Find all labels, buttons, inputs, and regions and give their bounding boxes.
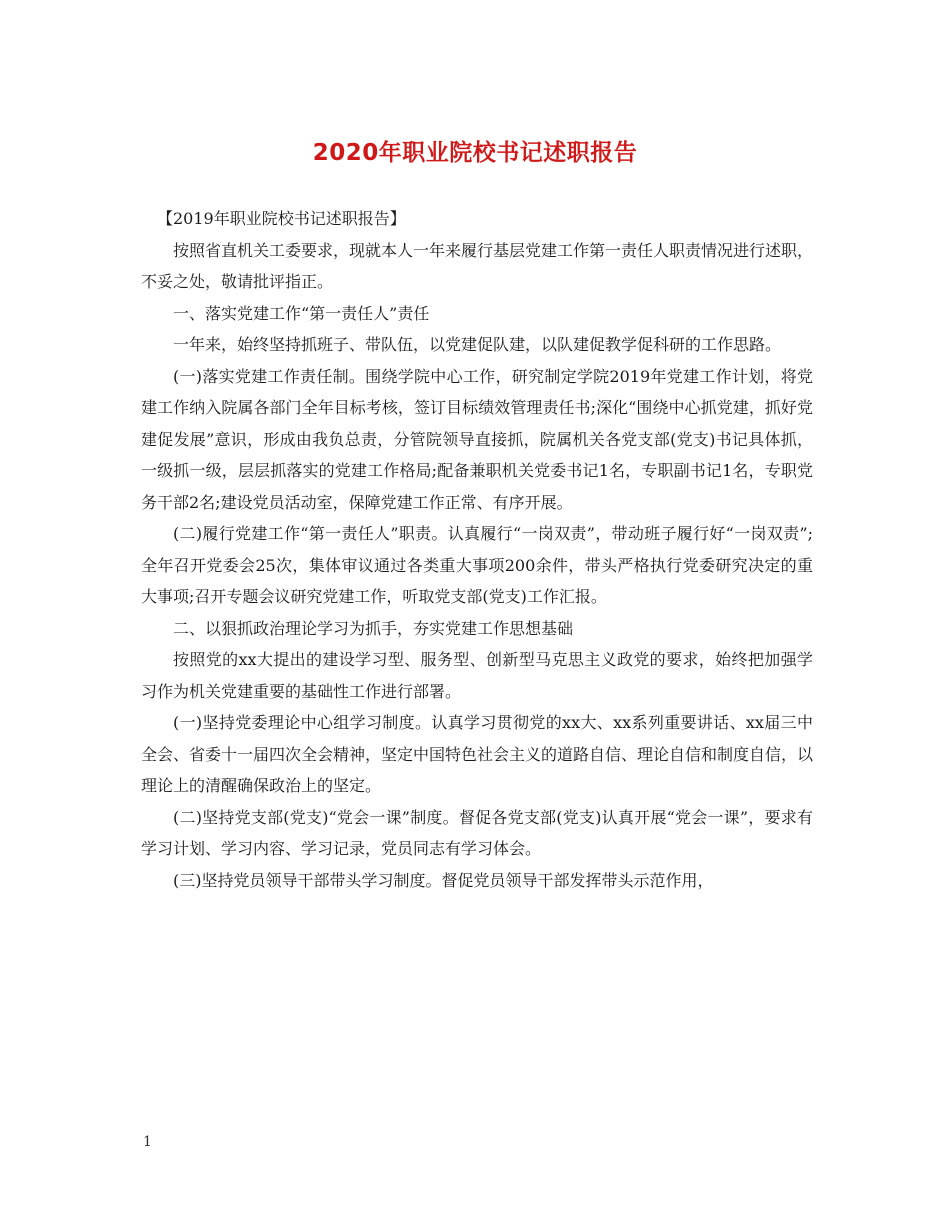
page-number: 1 [143, 1134, 152, 1150]
subtitle-paragraph: 【2019年职业院校书记述职报告】 [157, 209, 406, 228]
body-paragraph: 一年来，始终坚持抓班子、带队伍，以党建促队建，以队建促教学促科研的工作思路。 [173, 335, 782, 354]
document-body [141, 203, 813, 896]
body-paragraph: (一)落实党建工作责任制。围绕学院中心工作，研究制定学院2019年党建工作计划，将党建工作纳入院属各部门全年目标考核，签订目标绩效管理责任书;深化“围绕中心抓党建，抓好党建促发展”意识，形成由我负总责，分管院领导直接抓，院属机关各党支部(党支)书记具体抓，一级抓一级，层层抓落实的党建工作格局;配备兼职机关党委书记1名，专职副书记1名，专职党务干部2名;建设党员活动室，保障党建工作正常、有序开展。 [141, 366, 813, 512]
body-paragraph: (三)坚持党员领导干部带头学习制度。督促党员领导干部发挥带头示范作用， [173, 870, 714, 890]
section-heading: 一、落实党建工作“第一责任人”责任 [173, 303, 430, 323]
body-paragraph: (二)履行党建工作“第一责任人”职责。认真履行“一岗双责”，带动班子履行好“一岗双责”;全年召开党委会25次，集体审议通过各类重大事项200余件，带头严格执行党委研究决定的重大事项;召开专题会议研究党建工作，听取党支部(党支)工作汇报。 [141, 524, 813, 606]
body-paragraph: (二)坚持党支部(党支)“党会一课”制度。督促各党支部(党支)认真开展“党会一课”，要求有学习计划、学习内容、学习记录，党员同志有学习体会。 [141, 807, 813, 858]
page-title: 2020年职业院校书记述职报告 [312, 140, 638, 166]
body-paragraph: 按照党的xx大提出的建设学习型、服务型、创新型马克思主义政党的要求，始终把加强学习作为机关党建重要的基础性工作进行部署。 [141, 650, 813, 701]
body-paragraph: (一)坚持党委理论中心组学习制度。认真学习贯彻党的xx大、xx系列重要讲话、xx届三中全会、省委十一届四次全会精神，坚定中国特色社会主义的道路自信、理论自信和制度自信，以理论上的清醒确保政治上的坚定。 [141, 713, 814, 795]
section-heading: 二、以狠抓政治理论学习为抓手，夯实党建工作思想基础 [173, 618, 574, 638]
body-paragraph: 按照省直机关工委要求，现就本人一年来履行基层党建工作第一责任人职责情况进行述职，不妥之处，敬请批评指正。 [141, 240, 814, 291]
